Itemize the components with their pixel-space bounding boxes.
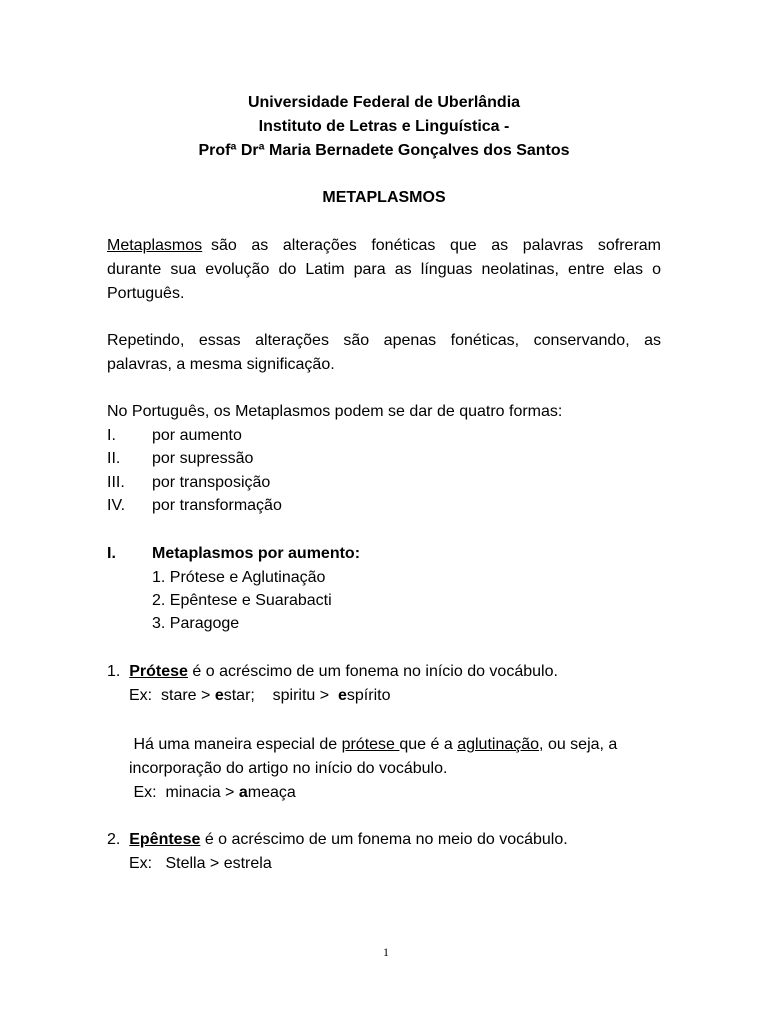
example-prefix: Ex: minacia > xyxy=(129,784,239,801)
section-subitem: 2. Epêntese e Suarabacti xyxy=(152,592,332,609)
forms-item-text: por transformação xyxy=(152,497,282,514)
section-subitem: 1. Prótese e Aglutinação xyxy=(152,569,326,586)
aglutinacao-text xyxy=(129,733,617,757)
epentese-example: Ex: Stella > estrela xyxy=(129,855,272,872)
intro-line-1-rest: são as alterações fonéticas que as palavras sofreram xyxy=(211,237,661,254)
protese-definition xyxy=(107,660,558,684)
section-title: Metaplasmos por aumento: xyxy=(152,545,361,562)
aglutinacao-part-c: , ou seja, a xyxy=(539,736,618,753)
forms-item-text: por supressão xyxy=(152,450,254,467)
protese-definition-text: é o acréscimo de um fonema no início do vocábulo. xyxy=(187,663,558,680)
term-epentese: Epêntese xyxy=(129,831,201,848)
example-highlight: e xyxy=(337,687,347,704)
term-metaplasmos: Metaplasmos xyxy=(107,237,203,254)
forms-item-number: IV. xyxy=(107,497,126,514)
forms-item-text: por transposição xyxy=(152,474,271,491)
example-highlight: e xyxy=(214,687,224,704)
example-prefix: Ex: stare > xyxy=(129,687,215,704)
document-title: METAPLASMOS xyxy=(322,189,446,206)
section-subitem: 3. Paragoge xyxy=(152,615,240,632)
header-university: Universidade Federal de Uberlândia xyxy=(247,94,521,111)
aglutinacao-part-b: que é a xyxy=(399,736,458,753)
repeat-line-1 xyxy=(107,329,661,353)
forms-item-number: II. xyxy=(107,450,121,467)
forms-item xyxy=(107,447,253,471)
epentese-definition xyxy=(107,828,568,852)
repeat-line-1-text: Repetindo, essas alterações são apenas fonéticas, conservando, as xyxy=(107,332,661,349)
section-heading xyxy=(107,542,360,566)
intro-line-3: Português. xyxy=(107,285,185,302)
aglutinacao-example xyxy=(129,781,296,805)
term-aglutinacao: aglutinação xyxy=(457,736,540,753)
intro-line-2 xyxy=(107,258,661,282)
epentese-number: 2. xyxy=(107,831,121,848)
protese-number: 1. xyxy=(107,663,121,680)
example-highlight: a xyxy=(238,784,248,801)
example-end: spírito xyxy=(346,687,391,704)
header-institute: Instituto de Letras e Linguística - xyxy=(258,118,510,135)
intro-line-1 xyxy=(107,234,661,258)
term-protese-inline: prótese xyxy=(341,736,400,753)
epentese-definition-text: é o acréscimo de um fonema no meio do vocábulo. xyxy=(200,831,568,848)
forms-lead: No Português, os Metaplasmos podem se dar de quatro formas: xyxy=(107,403,563,420)
forms-item xyxy=(107,424,242,448)
intro-line-2-text: durante sua evolução do Latim para as línguas neolatinas, entre elas o xyxy=(107,261,661,278)
page-number: 1 xyxy=(383,945,389,959)
aglutinacao-part-a: Há uma maneira especial de xyxy=(129,736,342,753)
example-end: meaça xyxy=(247,784,296,801)
forms-item-number: I. xyxy=(107,427,116,444)
forms-item-number: III. xyxy=(107,474,125,491)
repeat-line-2: palavras, a mesma significação. xyxy=(107,356,335,373)
forms-item xyxy=(107,471,270,495)
section-number: I. xyxy=(107,545,116,562)
forms-item-text: por aumento xyxy=(152,427,242,444)
term-protese: Prótese xyxy=(129,663,188,680)
protese-example xyxy=(129,684,390,708)
header-professor: Profª Drª Maria Bernadete Gonçalves dos Santos xyxy=(198,142,570,159)
aglutinacao-line-2: incorporação do artigo no início do vocábulo. xyxy=(129,760,448,777)
example-middle: star; spiritu > xyxy=(223,687,338,704)
forms-item xyxy=(107,494,282,518)
aglutinacao-line-1 xyxy=(129,733,661,757)
